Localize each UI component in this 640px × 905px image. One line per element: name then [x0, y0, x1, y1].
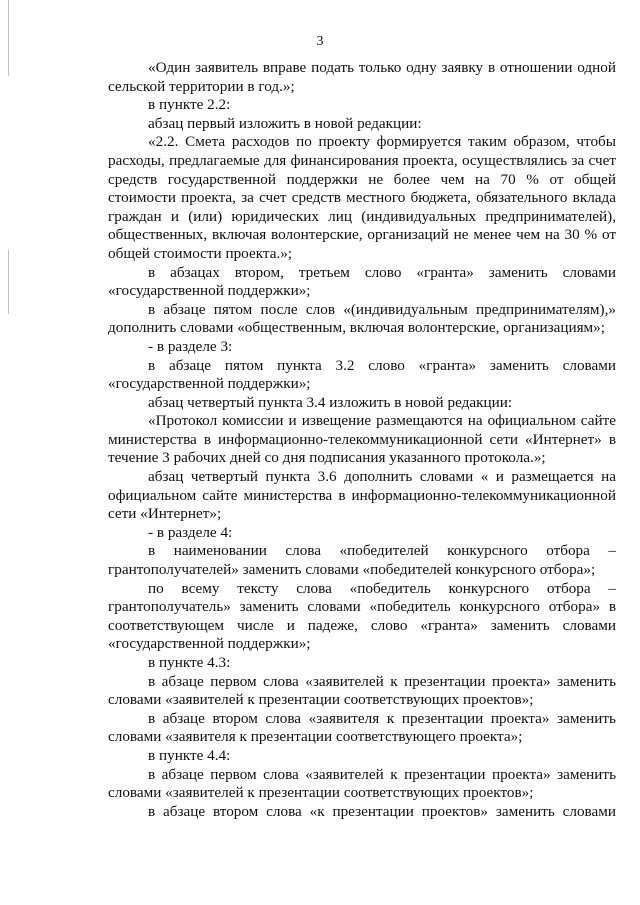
paragraph: в пункте 4.3:: [148, 654, 231, 671]
paragraph: абзац четвертый пункта 3.6 дополнить словами « и размещается на официальном сайте министерства в информационно-телекоммуникационной сети «Интернет»;: [108, 468, 616, 523]
paragraph: в абзаце втором слова «заявителя к презентации проекта» заменить словами «заявителя к презентации соответствующего проекта»;: [108, 709, 616, 746]
page-number: 3: [316, 34, 324, 49]
scan-edge-mark: [8, 250, 9, 314]
paragraph: «Один заявитель вправе подать только одну заявку в отношении одной сельской территории в год.»;: [108, 59, 616, 95]
paragraph: в абзаце пятом после слов «(индивидуальным предпринимателям),» дополнить словами «общественным, включая волонтерские, организациям»;: [108, 300, 616, 337]
paragraph: по всему тексту слова «победитель конкурсного отбора – грантополучатель» заменить словами «победитель конкурсного отбора» в соответствующем числе и падеже, слово «гранта» заменить словами «государственной поддержки»;: [108, 579, 616, 653]
paragraph: - в разделе 4:: [148, 523, 233, 541]
paragraph: в абзаце втором слова «к презентации проектов» заменить словами: [148, 802, 616, 820]
paragraph: в абзацах втором, третьем слово «гранта» заменить словами «государственной поддержки»;: [108, 263, 616, 300]
paragraph: в пункте 4.4:: [148, 746, 231, 764]
paragraph: абзац четвертый пункта 3.4 изложить в новой редакции:: [148, 393, 513, 411]
paragraph: в абзаце первом слова «заявителей к презентации проекта» заменить словами «заявителей к презентации соответствующих проектов»;: [108, 672, 616, 709]
paragraph: «Протокол комиссии и извещение размещаются на официальном сайте министерства в информационно-телекоммуникационной сети «Интернет» в течение 3 рабочих дней со дня подписания указанного протокола.»;: [108, 412, 616, 467]
paragraph: - в разделе 3:: [148, 337, 233, 355]
paragraph: абзац первый изложить в новой редакции:: [148, 114, 422, 132]
paragraph: в абзаце пятом пункта 3.2 слово «гранта» заменить словами «государственной поддержки»;: [108, 356, 616, 393]
paragraph: в наименовании слова «победителей конкурсного отбора – грантополучателей» заменить словами «победителей конкурсного отбора»;: [108, 542, 616, 579]
paragraph: «2.2. Смета расходов по проекту формируется таким образом, чтобы расходы, предлагаемые для финансирования проекта, осуществлялись за счет средств государственной поддержки не более чем на 70 % от общей стоимости проекта, за счет средств местного бюджета, обязательного вклада граждан и (или) юридических лиц (индивидуальных предпринимателей), общественных, включая волонтерские, организаций не менее чем на 30 % от общей стоимости проекта.»;: [108, 133, 616, 262]
paragraph: в пункте 2.2:: [148, 96, 231, 114]
document-body: [108, 59, 616, 821]
paragraph: в абзаце первом слова «заявителей к презентации проекта» заменить словами «заявителей к презентации соответствующих проектов»;: [108, 765, 616, 802]
